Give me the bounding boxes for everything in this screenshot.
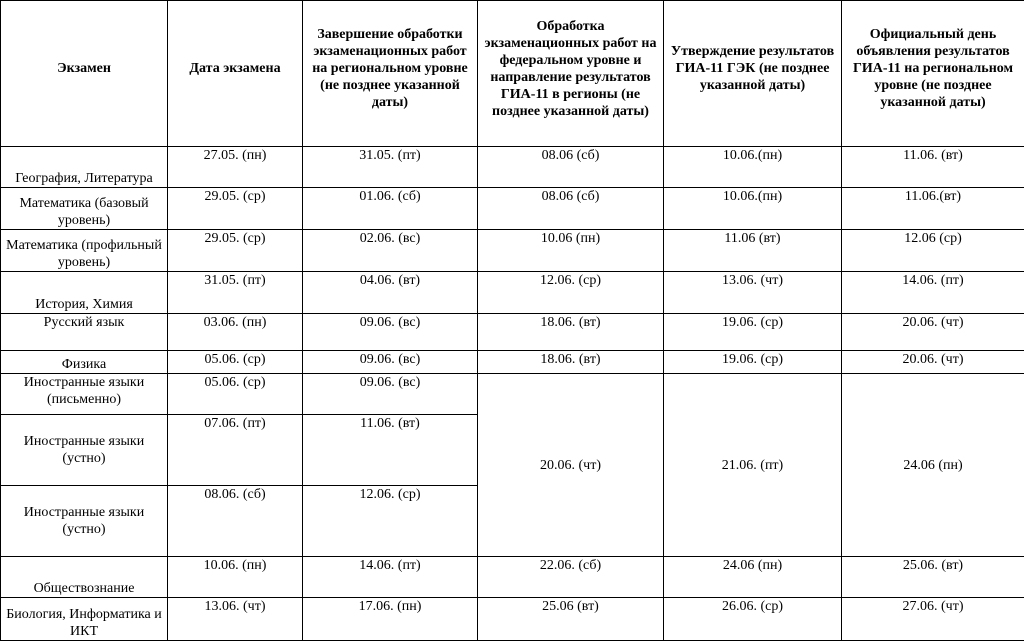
exam-name: Физика (1, 351, 168, 374)
federal-date: 18.06. (вт) (478, 351, 664, 374)
exam-date: 29.05. (ср) (168, 230, 303, 272)
table-row (1, 598, 1024, 641)
exam-date: 31.05. (пт) (168, 272, 303, 314)
announce-date: 11.06. (вт) (842, 147, 1024, 188)
exam-date: 13.06. (чт) (168, 598, 303, 641)
regional-date: 04.06. (вт) (303, 272, 478, 314)
regional-date: 09.06. (вс) (303, 374, 478, 415)
federal-date: 25.06 (вт) (478, 598, 664, 641)
exam-date: 05.06. (ср) (168, 351, 303, 374)
exam-date: 05.06. (ср) (168, 374, 303, 415)
approval-date: 11.06 (вт) (664, 230, 842, 272)
header-exam: Экзамен (1, 1, 168, 147)
regional-date: 09.06. (вс) (303, 351, 478, 374)
exam-name: Иностранные языки (устно) (1, 486, 168, 557)
regional-date: 17.06. (пн) (303, 598, 478, 641)
exam-date: 27.05. (пн) (168, 147, 303, 188)
regional-date: 14.06. (пт) (303, 557, 478, 598)
federal-date-languages: 20.06. (чт) (478, 374, 664, 557)
regional-date: 09.06. (вс) (303, 314, 478, 351)
announce-date: 27.06. (чт) (842, 598, 1024, 641)
exam-name: Математика (профильный уровень) (1, 230, 168, 272)
federal-date: 12.06. (ср) (478, 272, 664, 314)
header-row (1, 1, 1024, 147)
header-official-announcement: Официальный день объявления результатов ГИА-11 на региональном уровне (не позднее указанной даты) (842, 1, 1024, 147)
approval-date-languages: 21.06. (пт) (664, 374, 842, 557)
announce-date: 14.06. (пт) (842, 272, 1024, 314)
header-federal-processing: Обработка экзаменационных работ на федеральном уровне и направление результатов ГИА-11 в регионы (не позднее указанной даты) (478, 1, 664, 147)
exam-name: География, Литература (1, 147, 168, 188)
exam-name: Математика (базовый уровень) (1, 188, 168, 230)
exam-name: История, Химия (1, 272, 168, 314)
federal-date: 08.06 (сб) (478, 147, 664, 188)
exam-date: 29.05. (ср) (168, 188, 303, 230)
regional-date: 31.05. (пт) (303, 147, 478, 188)
approval-date: 19.06. (ср) (664, 351, 842, 374)
approval-date: 26.06. (ср) (664, 598, 842, 641)
exam-name: Биология, Информатика и ИКТ (1, 598, 168, 641)
regional-date: 12.06. (ср) (303, 486, 478, 557)
exam-date: 07.06. (пт) (168, 415, 303, 486)
federal-date: 22.06. (сб) (478, 557, 664, 598)
federal-date: 18.06. (вт) (478, 314, 664, 351)
announce-date: 20.06. (чт) (842, 351, 1024, 374)
approval-date: 24.06 (пн) (664, 557, 842, 598)
approval-date: 19.06. (ср) (664, 314, 842, 351)
header-gek-approval: Утверждение результатов ГИА-11 ГЭК (не позднее указанной даты) (664, 1, 842, 147)
exam-name: Иностранные языки (письменно) (1, 374, 168, 415)
exam-date: 08.06. (сб) (168, 486, 303, 557)
header-regional-processing: Завершение обработки экзаменационных работ на региональном уровне (не позднее указанной даты) (303, 1, 478, 147)
table-row (1, 147, 1024, 188)
approval-date: 10.06.(пн) (664, 188, 842, 230)
announce-date-languages: 24.06 (пн) (842, 374, 1024, 557)
regional-date: 02.06. (вс) (303, 230, 478, 272)
table-row (1, 314, 1024, 351)
table-row (1, 230, 1024, 272)
exam-name: Обществознание (1, 557, 168, 598)
table-row (1, 272, 1024, 314)
federal-date: 10.06 (пн) (478, 230, 664, 272)
exam-date: 03.06. (пн) (168, 314, 303, 351)
approval-date: 10.06.(пн) (664, 147, 842, 188)
announce-date: 25.06. (вт) (842, 557, 1024, 598)
regional-date: 11.06. (вт) (303, 415, 478, 486)
federal-date: 08.06 (сб) (478, 188, 664, 230)
regional-date: 01.06. (сб) (303, 188, 478, 230)
approval-date: 13.06. (чт) (664, 272, 842, 314)
announce-date: 12.06 (ср) (842, 230, 1024, 272)
table-row (1, 351, 1024, 374)
announce-date: 20.06. (чт) (842, 314, 1024, 351)
header-exam-date: Дата экзамена (168, 1, 303, 147)
table-row (1, 374, 1024, 415)
exam-date: 10.06. (пн) (168, 557, 303, 598)
exam-name: Русский язык (1, 314, 168, 351)
table-row (1, 188, 1024, 230)
exam-name: Иностранные языки (устно) (1, 415, 168, 486)
table-row (1, 557, 1024, 598)
announce-date: 11.06.(вт) (842, 188, 1024, 230)
